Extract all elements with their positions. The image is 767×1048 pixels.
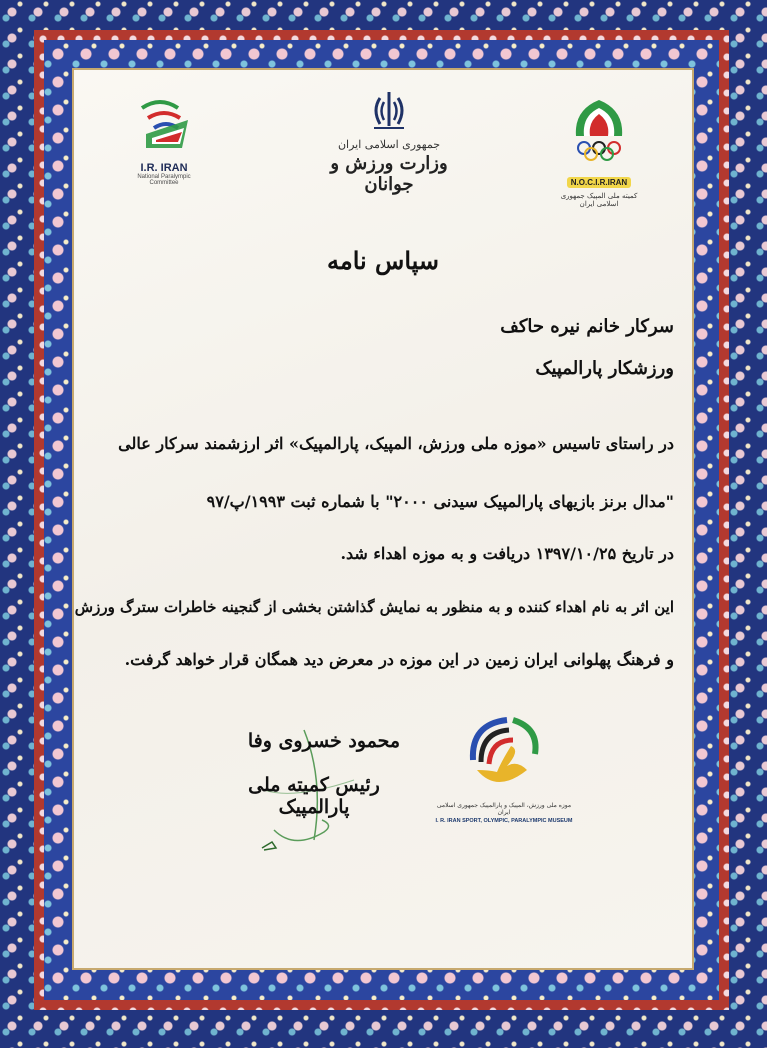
olympic-committee-logo-icon xyxy=(564,96,634,166)
museum-logo xyxy=(434,710,574,830)
certificate-title: سپاس نامه xyxy=(326,246,440,275)
body-line: این اثر به نام اهداء کننده و به منظور به نمایش گذاشتن بخشی از گنجینه خاطرات سترگ ورزش xyxy=(74,598,674,616)
noc-badge: N.O.C.I.R.IRAN xyxy=(567,177,631,188)
olympic-committee-logo xyxy=(554,96,644,216)
noc-subtitle: کمیته ملی المپیک جمهوری اسلامی ایران xyxy=(560,192,638,208)
paralympic-logo-title: I.R. IRAN xyxy=(140,162,188,174)
recipient-role: ورزشکار پارالمپیک xyxy=(535,358,674,379)
museum-name-en: I. R. IRAN SPORT, OLYMPIC, PARALYMPIC MUSEUM xyxy=(435,818,573,824)
government-line: جمهوری اسلامی ایران xyxy=(337,138,441,151)
recipient-name: سرکار خانم نیره حاکف xyxy=(500,316,674,337)
body-line: در راستای تاسیس «موزه ملی ورزش، المپیک، پارالمپیک» اثر ارزشمند سرکار عالی xyxy=(118,434,674,453)
iran-emblem-icon xyxy=(366,88,412,132)
paralympic-logo-icon xyxy=(132,94,196,158)
paralympic-logo-subtitle: National Paralympic Committee xyxy=(137,174,191,186)
signatory-name: محمود خسروی وفا xyxy=(247,730,401,752)
body-line: و فرهنگ پهلوانی ایران زمین در این موزه در معرض دید همگان قرار خواهد گرفت. xyxy=(124,650,674,669)
ministry-name: وزارت ورزش و جوانان xyxy=(330,153,448,195)
body-line: در تاریخ ۱۳۹۷/۱۰/۲۵ دریافت و به موزه اهداء شد. xyxy=(340,544,674,563)
museum-name-fa: موزه ملی ورزش، المپیک و پارالمپیک جمهوری اسلامی ایران xyxy=(436,802,572,816)
body-line: "مدال برنز بازیهای پارالمپیک سیدنی ۲۰۰۰" با شماره ثبت ۱۹۹۳/پ/۹۷ xyxy=(206,492,674,511)
museum-logo-icon xyxy=(461,710,547,796)
certificate-paper xyxy=(72,68,694,970)
signatory-title: رئیس کمیته ملی پارالمپیک xyxy=(248,774,380,818)
paralympic-committee-logo xyxy=(124,94,204,214)
ministry-header xyxy=(314,88,464,198)
